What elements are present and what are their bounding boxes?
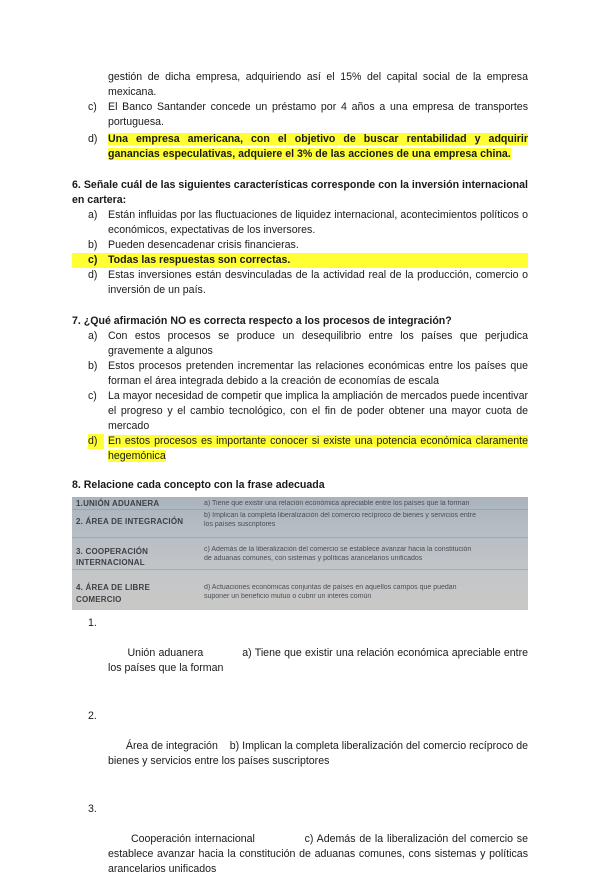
question-6-title: 6. Señale cuál de las siguientes características corresponde con la inversión internacional en cartera:: [72, 179, 528, 206]
answer-text: Unión aduanera a) Tiene que existir una relación económica apreciable entre los países que la forman: [108, 647, 531, 674]
option-text: La mayor necesidad de competir que implica la ampliación de mercados puede incentivar el progreso y el cambio tecnológico, con el fin de poder obtener una mayor cuota de mercado: [108, 390, 528, 432]
option-text-highlighted: Una empresa americana, con el objetivo de buscar rentabilidad y adquirir ganancias especulativas, adquiere el 3% de las acciones de una empresa china.: [108, 133, 528, 160]
option-marker: b): [88, 239, 98, 251]
q7-option-c: [72, 389, 528, 434]
photo-label: 2. ÁREA DE INTEGRACIÓN: [76, 517, 184, 526]
q6-option-c-correct: [72, 253, 528, 268]
option-marker: c): [88, 101, 97, 113]
q5-option-c: [72, 100, 528, 130]
answer-marker: 1.: [88, 617, 97, 629]
question-8-title: 8. Relacione cada concepto con la frase adecuada: [72, 479, 325, 491]
q7-option-d-correct: [72, 434, 528, 464]
photo-option: a) Tiene que existir una relación económica apreciable entre los países que la forman: [204, 500, 470, 507]
photo-option: c) Además de la liberalización del comercio se establece avanzar hacia la constitución: [204, 546, 472, 553]
q6-option-d: [72, 268, 528, 298]
q8-answer-2: [72, 709, 531, 784]
option-marker: d): [88, 133, 98, 145]
q8-answer-1: [72, 616, 531, 691]
q8-answer-3: [72, 802, 531, 892]
option-marker: d): [88, 269, 98, 281]
photo-label: 1.UNIÓN ADUANERA: [76, 499, 160, 508]
question-7-title: 7. ¿Qué afirmación NO es correcta respecto a los procesos de integración?: [72, 315, 452, 327]
option-text: Con estos procesos se produce un desequilibrio entre los países que perjudica gravemente a algunos: [108, 330, 528, 357]
option-marker: a): [88, 209, 98, 221]
photo-label: 4. ÁREA DE LIBRE: [76, 583, 151, 592]
option-text-highlighted: En estos procesos es importante conocer si existe una potencia económica claramente hegemónica: [108, 435, 528, 462]
option-marker: d): [88, 434, 104, 449]
answer-text: Área de integración b) Implican la completa liberalización del comercio recíproco de bienes y servicios entre los países suscriptores: [108, 740, 531, 767]
option-marker: c): [88, 254, 98, 266]
photo-label: COMERCIO: [76, 595, 122, 604]
photo-label: 3. COOPERACIÓN: [76, 547, 149, 556]
photo-option: los países suscriptores: [204, 521, 276, 528]
answer-text: Cooperación internacional c) Además de la liberalización del comercio se establece avanzar hacia la constitución de aduanas comunes, cons sistemas y políticas arancelarios unificados: [108, 833, 531, 875]
option-marker: b): [88, 360, 98, 372]
answer-marker: 2.: [88, 710, 97, 722]
option-text: El Banco Santander concede un préstamo por 4 años a una empresa de transportes portuguesa.: [108, 101, 528, 128]
photo-label: INTERNACIONAL: [76, 558, 145, 567]
q5-option-d: [72, 132, 528, 162]
option-marker: a): [88, 330, 98, 342]
photo-option: b) Implican la completa liberalización del comercio recíproco de bienes y servicios entre: [204, 512, 476, 519]
photo-option: d) Actuaciones económicas conjuntas de países en aquellos campos que puedan: [204, 584, 457, 591]
option-text: Estos procesos pretenden incrementar las relaciones económicas entre los países que forman el área integrada debido a la creación de economías de escala: [108, 360, 528, 387]
q6-option-b: [72, 238, 528, 253]
q6-option-a: [72, 208, 528, 238]
option-text: Están influidas por las fluctuaciones de liquidez internacional, acontecimientos políticos o económicos, expectativas de los inversores.: [108, 209, 528, 236]
q7-option-b: [72, 359, 528, 389]
option-text: Estas inversiones están desvinculadas de la actividad real de la producción, comercio o inversión de un país.: [108, 269, 528, 296]
option-text: Todas las respuestas son correctas.: [108, 254, 291, 266]
q5-option-b-continuation: gestión de dicha empresa, adquiriendo así el 15% del capital social de la empresa mexicana.: [108, 71, 528, 98]
document-page: [72, 70, 531, 892]
photo-option: de aduanas comunes, con sistemas y políticas arancelarios unificados: [204, 555, 423, 562]
answer-marker: 3.: [88, 803, 97, 815]
q7-option-a: [72, 329, 528, 359]
option-marker: c): [88, 390, 97, 402]
option-text: Pueden desencadenar crisis financieras.: [108, 239, 299, 251]
matching-photo: [72, 497, 528, 610]
photo-option: suponer un beneficio mutuo o cubrir un interés común: [204, 593, 372, 600]
q8-answer-list: [72, 616, 531, 892]
